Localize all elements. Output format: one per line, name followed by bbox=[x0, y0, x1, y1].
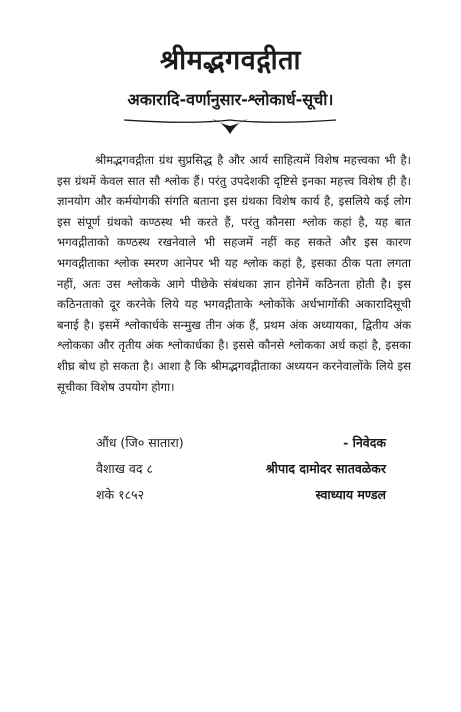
flourish-divider-icon bbox=[120, 112, 340, 136]
preface-paragraph: श्रीमद्भगवद्गीता ग्रंथ सुप्रसिद्ध है और आर्य साहित्यमें विशेष महत्त्वका भी है। इस ग्रंथमें केवल सात सौ श्लोक हैं। परंतु उपदेशकी दृष्टिसे इनका महत्त्व विशेष ही है। ज्ञानयोग और कर्मयोगकी संगति बताना इस ग्रंथका विशेष कार्य है, इसलिये कई लोग इस संपूर्ण ग्रंथको कण्ठस्थ भी करते हैं, परंतु कौनसा श्लोक कहां है, यह बात भगवद्गीताको कण्ठस्थ रखनेवाले भी सहजमें नहीं कह सकते और इस कारण भगवद्गीताका श्लोक स्मरण आनेपर भी यह श्लोक कहां है, इसका ठीक पता लगता नहीं, अतः उस श्लोकके आगे पीछेके संबंधका ज्ञान होनेमें कठिनता होती है। इस कठिनताको दूर करनेके लिये यह भगवद्गीताके श्लोकोंके अर्धभागोंकी अकारादिसूची बनाई है। इसमें श्लोकार्धके सन्मुख तीन अंक हैं, प्रथम अंक अध्यायका, द्वितीय अंक श्लोकका और तृतीय अंक श्लोकार्धका है। इससे कौनसे श्लोकका अर्ध कहां है, इसका शीघ्र बोध हो सकता है। आशा है कि श्रीमद्भगवद्गीताका अध्ययन करनेवालोंके लिये इस सूचीका विशेष उपयोग होगा। bbox=[57, 153, 411, 394]
page-title: श्रीमद्भगवद्गीता bbox=[159, 45, 302, 76]
nivedak-label: - निवेदक bbox=[343, 435, 386, 450]
signature-row bbox=[96, 434, 386, 456]
place-text: औंध (जि० सातारा) bbox=[96, 435, 184, 450]
date-text: वैशाख वद ८ bbox=[96, 461, 153, 476]
organization-name: स्वाध्याय मण्डल bbox=[315, 487, 386, 502]
signature-row bbox=[96, 460, 386, 482]
signature-row bbox=[96, 486, 386, 508]
page-subtitle: अकारादि-वर्णानुसार-श्लोकार्ध-सूची। bbox=[127, 90, 334, 109]
shaka-year-text: शके १८५२ bbox=[96, 487, 145, 502]
author-name: श्रीपाद दामोदर सातवळेकर bbox=[265, 461, 386, 476]
